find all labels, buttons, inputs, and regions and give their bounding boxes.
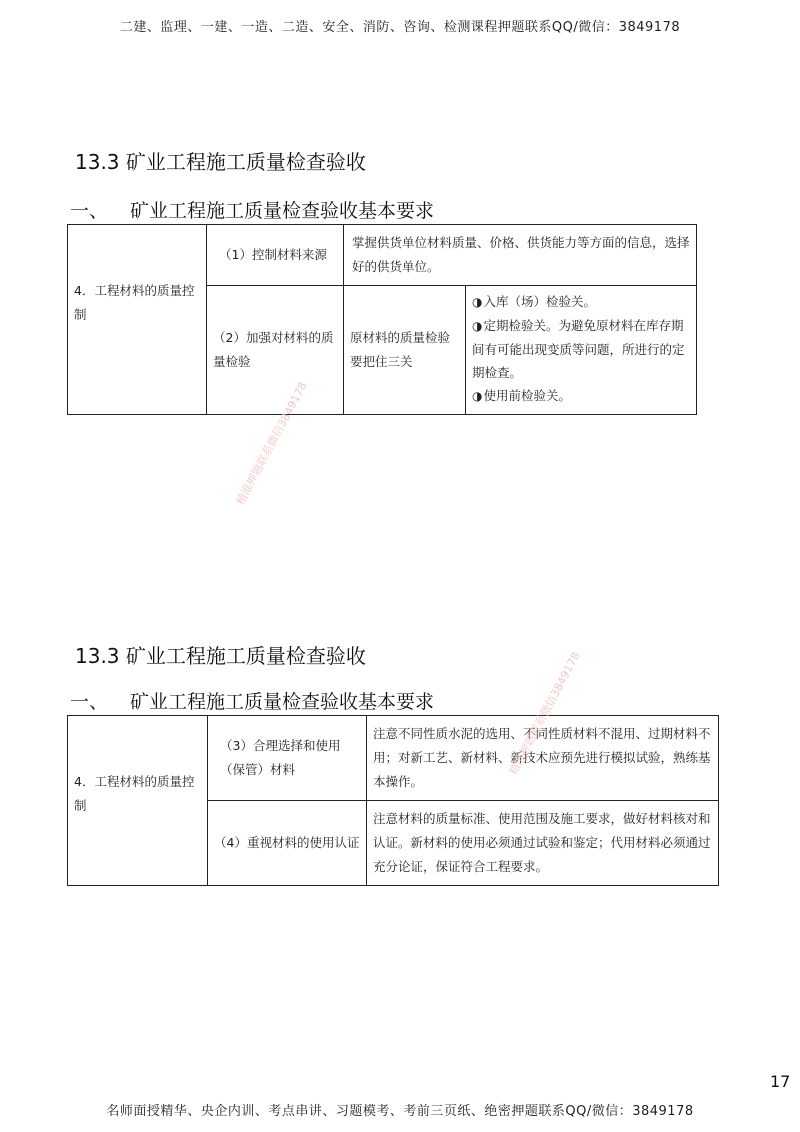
subtitle-text: 矿业工程施工质量检查验收基本要求 bbox=[130, 200, 435, 222]
category-cell: 4．工程材料的质量控制 bbox=[68, 225, 207, 415]
watermark: 精准押题联系微信3849178 bbox=[506, 649, 583, 778]
item-description-cell: 注意不同性质水泥的选用、不同性质材料不混用、过期材料不用；对新工艺、新材料、新技术应预先进行模拟试验，熟练基本操作。 bbox=[367, 716, 719, 801]
half-circle-icon: ◑ bbox=[472, 295, 483, 309]
page-number: 17 bbox=[770, 1072, 791, 1091]
footer-banner: 名师面授精华、央企内训、考点串讲、习题模考、考前三页纸、绝密押题联系QQ/微信：3849178 bbox=[106, 1104, 694, 1119]
item-label-cell: （3）合理选择和使用（保管）材料 bbox=[208, 716, 367, 801]
section-title: 13.3 矿业工程施工质量检查验收 bbox=[75, 150, 366, 174]
bullet-item: ◑入库（场）检验关。 bbox=[472, 294, 596, 309]
half-circle-icon: ◑ bbox=[472, 389, 483, 403]
table-row bbox=[68, 225, 697, 286]
table-row bbox=[68, 716, 719, 801]
subtitle bbox=[70, 196, 434, 223]
item-label-cell: （1）控制材料来源 bbox=[207, 225, 344, 286]
item-description-cell: 掌握供货单位材料质量、价格、供货能力等方面的信息，选择好的供货单位。 bbox=[344, 225, 697, 286]
watermark: 精准押题联系微信3849178 bbox=[233, 379, 310, 508]
inspection-bullets-cell bbox=[466, 286, 697, 415]
subtitle-number: 一、 bbox=[70, 691, 109, 713]
bullet-item: ◑定期检验关。为避免原材料在库存期间有可能出现变质等问题，所进行的定期检查。 bbox=[472, 318, 685, 380]
item-middle-cell: 原材料的质量检验要把住三关 bbox=[344, 286, 466, 415]
item-description-cell: 注意材料的质量标准、使用范围及施工要求，做好材料核对和认证。新材料的使用必须通过试验和鉴定；代用材料必须通过充分论证，保证符合工程要求。 bbox=[367, 801, 719, 886]
bullet-item: ◑使用前检验关。 bbox=[472, 388, 571, 403]
item-label-cell: （4）重视材料的使用认证 bbox=[208, 801, 367, 886]
header-banner: 二建、监理、一建、一造、二造、安全、消防、咨询、检测课程押题联系QQ/微信：3849178 bbox=[119, 20, 681, 35]
subtitle-number: 一、 bbox=[70, 200, 109, 222]
half-circle-icon: ◑ bbox=[472, 319, 483, 333]
category-cell: 4．工程材料的质量控制 bbox=[68, 716, 208, 886]
subtitle bbox=[70, 687, 434, 714]
requirements-table-2 bbox=[67, 715, 719, 886]
section-title: 13.3 矿业工程施工质量检查验收 bbox=[75, 644, 366, 668]
requirements-table-1 bbox=[67, 224, 697, 415]
item-label-cell: （2）加强对材料的质量检验 bbox=[207, 286, 344, 415]
subtitle-text: 矿业工程施工质量检查验收基本要求 bbox=[130, 691, 435, 713]
